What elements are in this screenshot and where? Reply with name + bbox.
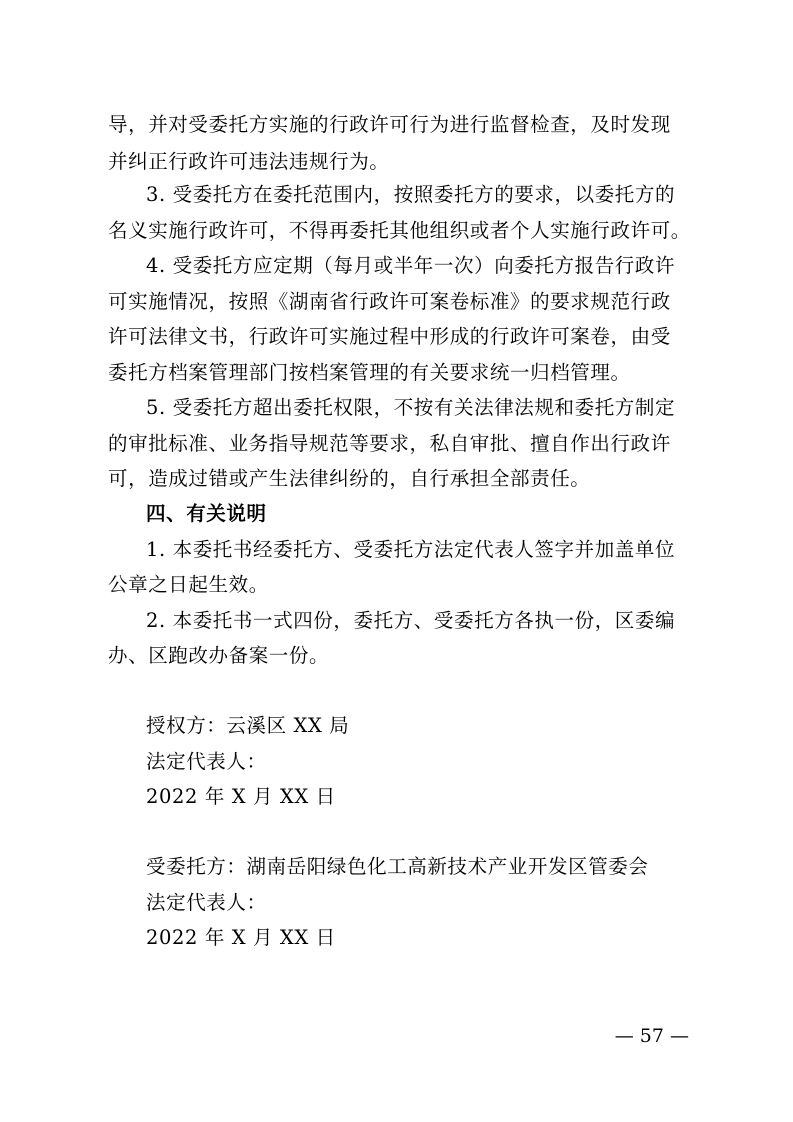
body-text-line: 可实施情况，按照《湖南省行政许可案卷标准》的要求规范行政 [108,290,671,313]
note-text-line: 2. 本委托书一式四份，委托方、受委托方各执一份，区委编 [146,609,676,632]
body-text-line: 4. 受委托方应定期（每月或半年一次）向委托方报告行政许 [146,254,676,277]
body-text-line: 导，并对受委托方实施的行政许可行为进行监督检查，及时发现 [108,113,671,136]
section-heading: 四、有关说明 [146,502,267,525]
authorizer-party: 授权方：云溪区 XX 局 [146,714,350,737]
note-text-line: 公章之日起生效。 [108,573,269,596]
body-text-line: 3. 受委托方在委托范围内，按照委托方的要求，以委托方的 [146,183,676,206]
body-text-line: 许可法律文书，行政许可实施过程中形成的行政许可案卷，由受 [108,325,671,348]
page-number: — 57 — [614,1025,689,1047]
entrusted-representative: 法定代表人： [146,891,267,914]
authorizer-date: 2022 年 X 月 XX 日 [146,785,336,808]
body-text-line: 并纠正行政许可违法违规行为。 [108,150,390,173]
body-text-line: 委托方档案管理部门按档案管理的有关要求统一归档管理。 [108,361,631,384]
note-text-line: 办、区跑改办备案一份。 [108,644,330,667]
body-text-line: 的审批标准、业务指导规范等要求，私自审批、擅自作出行政许 [108,432,671,455]
entrusted-date: 2022 年 X 月 XX 日 [146,926,336,949]
entrusted-party: 受委托方：湖南岳阳绿色化工高新技术产业开发区管委会 [146,855,649,878]
body-text-line: 名义实施行政许可，不得再委托其他组织或者个人实施行政许可。 [108,219,691,242]
authorizer-representative: 法定代表人： [146,750,267,773]
body-text-line: 5. 受委托方超出委托权限，不按有关法律法规和委托方制定 [146,396,676,419]
body-text-line: 可，造成过错或产生法律纠纷的，自行承担全部责任。 [108,467,591,490]
note-text-line: 1. 本委托书经委托方、受委托方法定代表人签字并加盖单位 [146,538,676,561]
